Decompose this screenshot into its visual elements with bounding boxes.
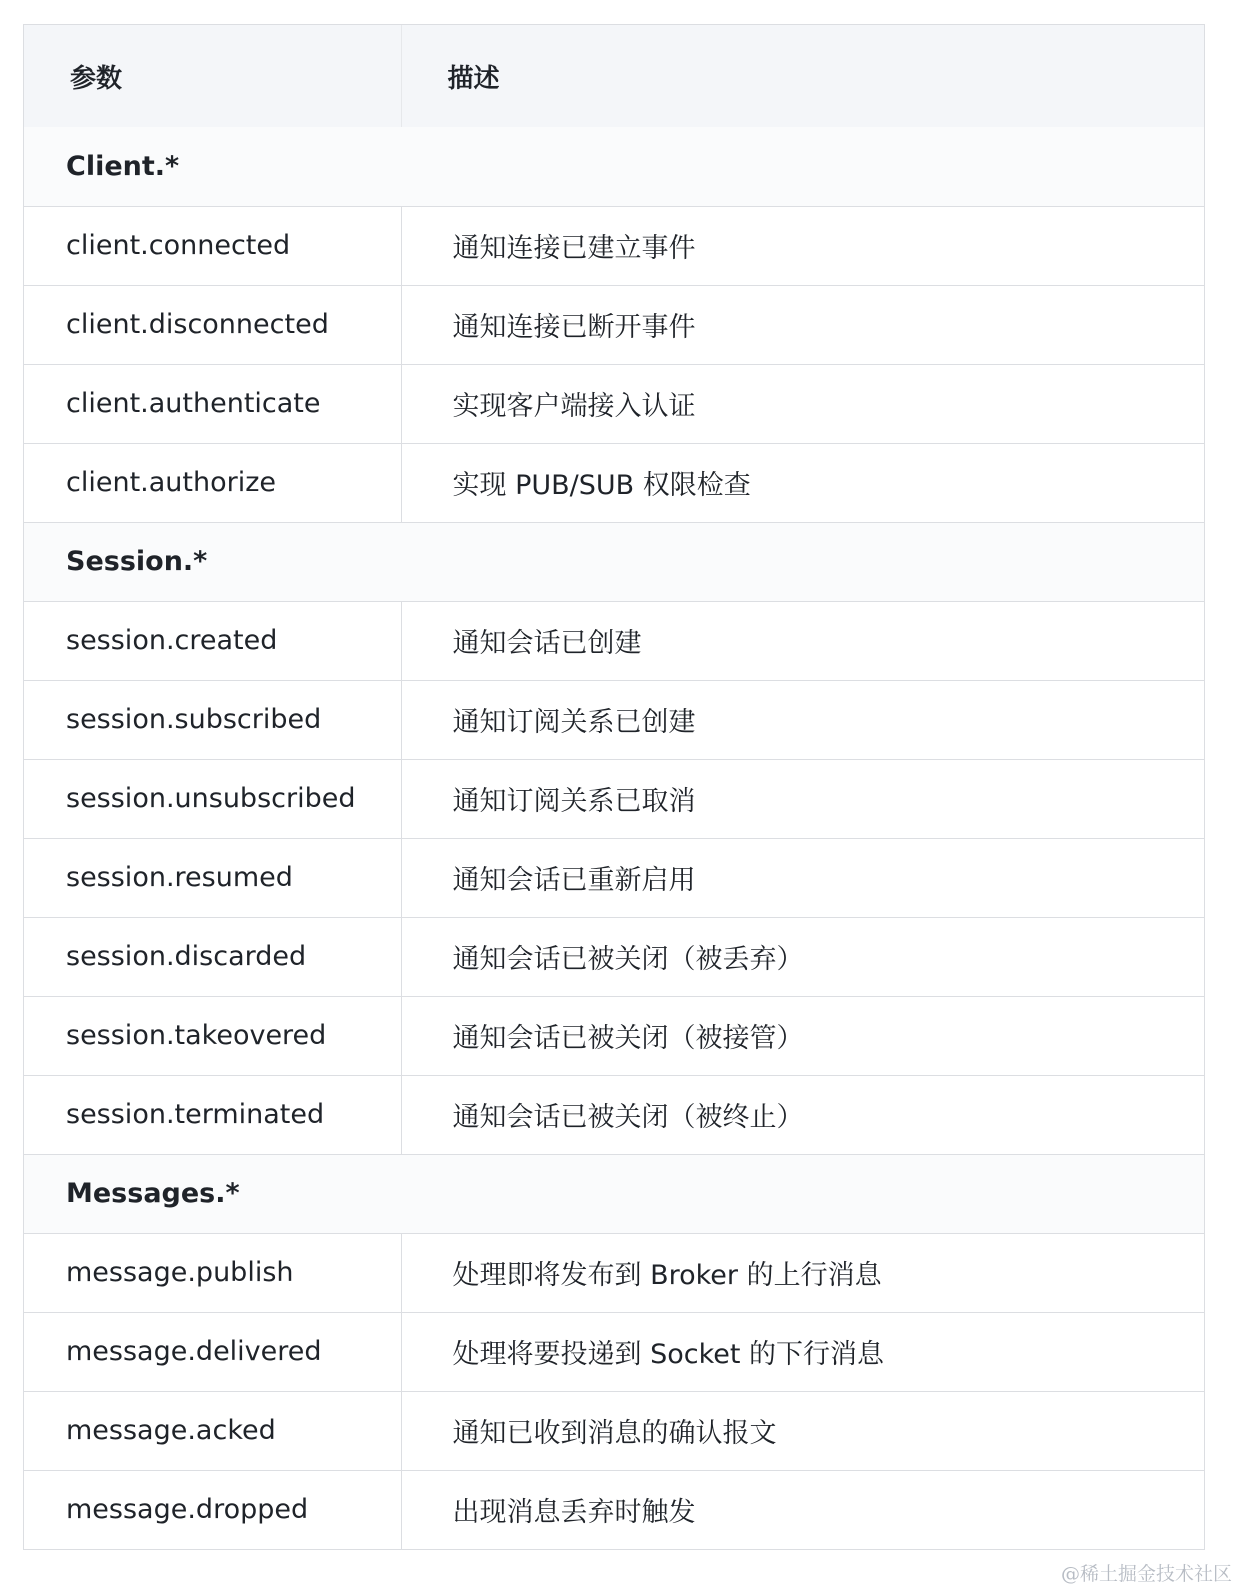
table-row [24, 1312, 1204, 1391]
desc-cell: 通知会话已重新启用 [401, 838, 1204, 917]
desc-cell: 通知会话已被关闭（被终止） [401, 1075, 1204, 1154]
table-row [24, 285, 1204, 364]
desc-cell: 处理将要投递到 Socket 的下行消息 [401, 1312, 1204, 1391]
desc-cell: 通知订阅关系已创建 [401, 680, 1204, 759]
group-row-client [24, 127, 1204, 206]
header-desc: 描述 [401, 25, 1204, 127]
desc-cell: 出现消息丢弃时触发 [401, 1470, 1204, 1549]
table-row [24, 206, 1204, 285]
hooks-table-container [23, 24, 1205, 1550]
param-cell: session.takeovered [24, 996, 401, 1075]
param-cell: session.created [24, 601, 401, 680]
table-row [24, 1075, 1204, 1154]
desc-cell: 处理即将发布到 Broker 的上行消息 [401, 1233, 1204, 1312]
desc-cell: 实现 PUB/SUB 权限检查 [401, 443, 1204, 522]
table-row [24, 680, 1204, 759]
group-title: Client.* [24, 127, 1204, 206]
group-title: Session.* [24, 522, 1204, 601]
param-cell: message.acked [24, 1391, 401, 1470]
hooks-table [24, 25, 1204, 1549]
header-param: 参数 [24, 25, 401, 127]
desc-cell: 通知会话已被关闭（被接管） [401, 996, 1204, 1075]
desc-cell: 通知会话已被关闭（被丢弃） [401, 917, 1204, 996]
table-header [24, 25, 1204, 127]
table-row [24, 996, 1204, 1075]
table-body [24, 127, 1204, 1549]
desc-cell: 通知连接已建立事件 [401, 206, 1204, 285]
param-cell: client.connected [24, 206, 401, 285]
param-cell: message.publish [24, 1233, 401, 1312]
header-row [24, 25, 1204, 127]
param-cell: session.discarded [24, 917, 401, 996]
table-row [24, 759, 1204, 838]
desc-cell: 通知已收到消息的确认报文 [401, 1391, 1204, 1470]
param-cell: session.terminated [24, 1075, 401, 1154]
watermark: @稀土掘金技术社区 [1060, 1563, 1232, 1585]
table-row [24, 364, 1204, 443]
desc-cell: 通知订阅关系已取消 [401, 759, 1204, 838]
param-cell: session.unsubscribed [24, 759, 401, 838]
param-cell: session.resumed [24, 838, 401, 917]
param-cell: client.authenticate [24, 364, 401, 443]
table-row [24, 601, 1204, 680]
param-cell: message.dropped [24, 1470, 401, 1549]
param-cell: session.subscribed [24, 680, 401, 759]
desc-cell: 通知会话已创建 [401, 601, 1204, 680]
param-cell: client.authorize [24, 443, 401, 522]
table-row [24, 1233, 1204, 1312]
table-row [24, 1391, 1204, 1470]
group-row-messages [24, 1154, 1204, 1233]
group-row-session [24, 522, 1204, 601]
group-title: Messages.* [24, 1154, 1204, 1233]
desc-cell: 实现客户端接入认证 [401, 364, 1204, 443]
desc-cell: 通知连接已断开事件 [401, 285, 1204, 364]
param-cell: client.disconnected [24, 285, 401, 364]
table-row [24, 443, 1204, 522]
table-row [24, 838, 1204, 917]
table-row [24, 1470, 1204, 1549]
param-cell: message.delivered [24, 1312, 401, 1391]
table-row [24, 917, 1204, 996]
